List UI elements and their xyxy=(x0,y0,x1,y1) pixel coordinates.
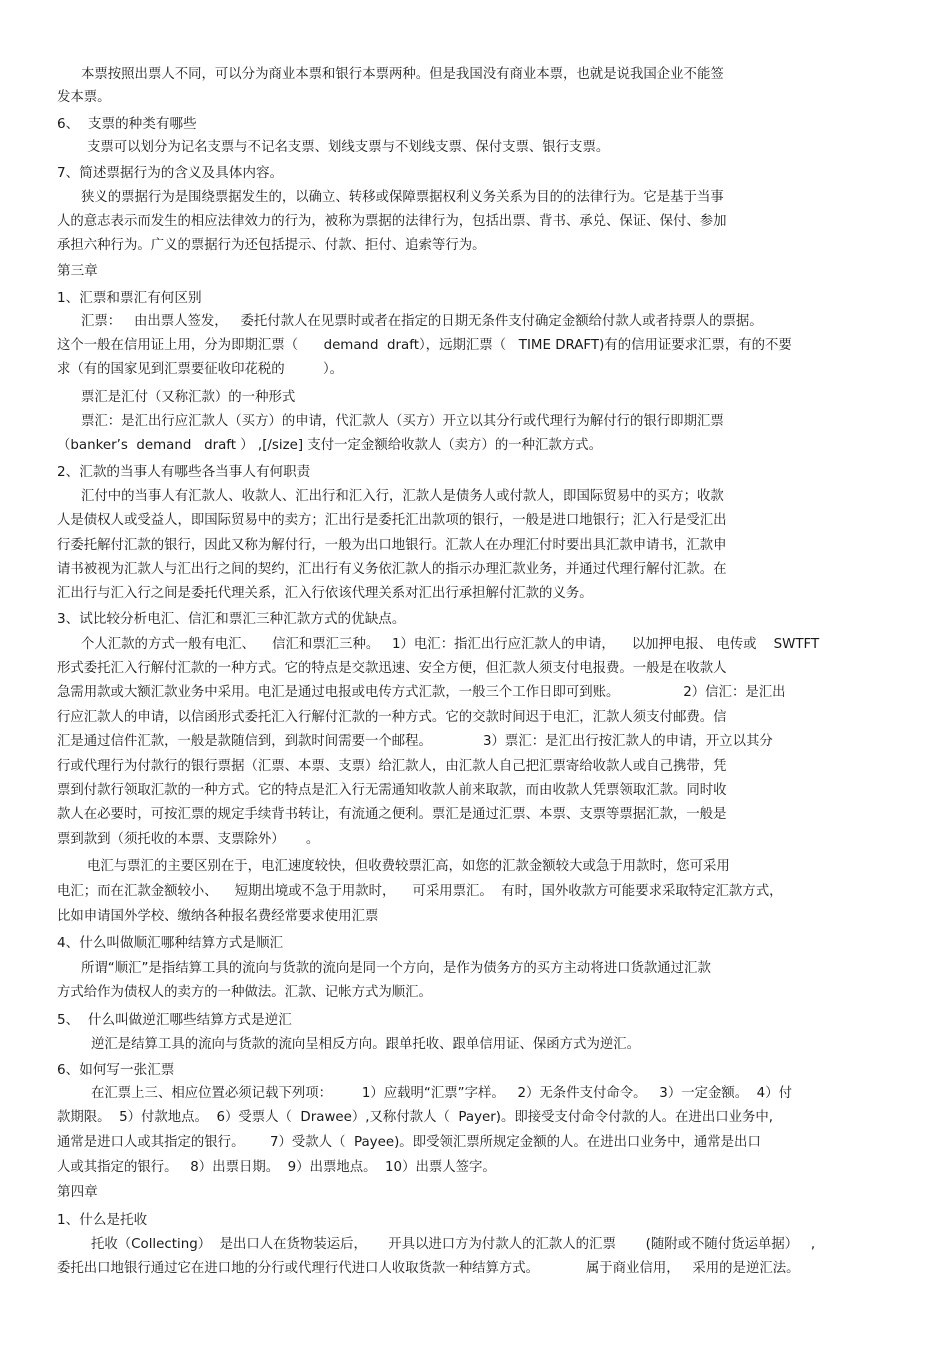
text-line: 汇是通过信件汇款，一般是款随信到，到款时间需要一个邮程。 3）票汇：是汇出行按汇款人的申请，开立以其分 xyxy=(57,734,773,749)
text-line: 票到款到（须托收的本票、支票除外） 。 xyxy=(57,832,320,847)
text-line: 发本票。 xyxy=(57,90,111,105)
text-line: 通常是进口人或其指定的银行。 7）受款人（ Payee)。即受领汇票所规定金额的人。在进出口业务中，通常是出口 xyxy=(57,1135,761,1150)
question-heading: 6、 支票的种类有哪些 xyxy=(57,116,197,132)
text-line: 形式委托汇入行解付汇款的一种方式。它的特点是交款迅速、安全方便，但汇款人须支付电报费。一般是在收款人 xyxy=(57,661,727,676)
text-line: 人的意志表示而发生的相应法律效力的行为，被称为票据的法律行为，包括出票、背书、承兑、保证、保付、参加 xyxy=(57,214,727,229)
text-line: 款人在必要时，可按汇票的规定手续背书转让，有流通之便利。票汇是通过汇票、本票、支票等票据汇款，一般是 xyxy=(57,807,727,822)
text-line: 方式给作为债权人的卖方的一种做法。汇款、记帐方式为顺汇。 xyxy=(57,985,432,1000)
text-line: 行或代理行为付款行的银行票据（汇票、本票、支票）给汇款人，由汇款人自己把汇票寄给收款人或自己携带，凭 xyxy=(57,759,727,774)
text-line: 求（有的国家见到汇票要征收印花税的 ）。 xyxy=(57,362,344,377)
text-line: 狭义的票据行为是围绕票据发生的，以确立、转移或保障票据权利义务关系为目的的法律行为。它是基于当事 xyxy=(81,190,724,205)
question-heading: 3、试比较分析电汇、信汇和票汇三种汇款方式的优缺点。 xyxy=(57,611,406,627)
text-line: 行委托解付汇款的银行，因此又称为解付行，一般为出口地银行。汇款人在办理汇付时要出具汇款申请书，汇款申 xyxy=(57,538,727,553)
question-heading: 6、如何写一张汇票 xyxy=(57,1062,175,1078)
text-line: 这个一般在信用证上用，分为即期汇票（ demand draft），远期汇票（ TIME DRAFT)有的信用证要求汇票，有的不要 xyxy=(57,338,792,353)
text-line: 比如申请国外学校、缴纳各种报名费经常要求使用汇票 xyxy=(57,909,379,924)
text-line: 票汇：是汇出行应汇款人（买方）的申请，代汇款人（买方）开立以其分行或代理行为解付行的银行即期汇票 xyxy=(81,414,724,429)
text-line: 委托出口地银行通过它在进口地的分行或代理行代进口人收取货款一种结算方式。 属于商业信用， 采用的是逆汇法。 xyxy=(57,1261,800,1276)
text-line: 电汇与票汇的主要区别在于，电汇速度较快，但收费较票汇高，如您的汇款金额较大或急于用款时，您可采用 xyxy=(87,859,730,874)
text-line: 在汇票上三、相应位置必须记载下列项： 1）应载明“汇票”字样。 2）无条件支付命令。 3）一定金额。 4）付 xyxy=(91,1086,792,1101)
question-heading: 1、什么是托收 xyxy=(57,1212,148,1228)
question-heading: 4、什么叫做顺汇哪种结算方式是顺汇 xyxy=(57,935,284,951)
question-heading: 2、汇款的当事人有哪些各当事人有何职责 xyxy=(57,464,311,480)
text-line: 请书被视为汇款人与汇出行之间的契约，汇出行有义务依汇款人的指示办理汇款业务，并通过代理行解付汇款。在 xyxy=(57,562,727,577)
text-line: 承担六种行为。广义的票据行为还包括提示、付款、拒付、追索等行为。 xyxy=(57,238,486,253)
text-line: 支票可以划分为记名支票与不记名支票、划线支票与不划线支票、保付支票、银行支票。 xyxy=(87,140,610,155)
text-line: 汇票： 由出票人签发， 委托付款人在见票时或者在指定的日期无条件支付确定金额给付款人或者持票人的票据。 xyxy=(81,314,763,329)
text-line: 票汇是汇付（又称汇款）的一种形式 xyxy=(81,390,296,405)
text-line: 汇出行与汇入行之间是委托代理关系，汇入行依该代理关系对汇出行承担解付汇款的义务。 xyxy=(57,586,593,601)
question-heading: 1、汇票和票汇有何区别 xyxy=(57,290,202,306)
text-line: 本票按照出票人不同，可以分为商业本票和银行本票两种。但是我国没有商业本票，也就是说我国企业不能签 xyxy=(81,67,724,82)
question-heading: 5、 什么叫做逆汇哪些结算方式是逆汇 xyxy=(57,1012,292,1028)
text-line: 人是债权人或受益人，即国际贸易中的卖方；汇出行是委托汇出款项的银行，一般是进口地银行；汇入行是受汇出 xyxy=(57,513,727,528)
chapter-heading: 第三章 xyxy=(57,263,98,279)
text-line: 逆汇是结算工具的流向与货款的流向呈相反方向。跟单托收、跟单信用证、保函方式为逆汇。 xyxy=(91,1037,641,1052)
question-heading: 7、简述票据行为的含义及具体内容。 xyxy=(57,165,284,181)
text-line: 款期限。 5）付款地点。 6）受票人（ Drawee）,又称付款人（ Payer)。即接受支付命令付款的人。在进出口业务中, xyxy=(57,1110,774,1125)
chapter-heading: 第四章 xyxy=(57,1184,98,1200)
text-line: 电汇；而在汇款金额较小、 短期出境或不急于用款时， 可采用票汇。 有时，国外收款方可能要求采取特定汇款方式， xyxy=(57,884,783,899)
text-line: 个人汇款的方式一般有电汇、 信汇和票汇三种。 1）电汇：指汇出行应汇款人的申请， 以加押电报、 电传或 SWTFT xyxy=(81,637,820,652)
text-line: （banker’s demand draft ） ,[/size] 支付一定金额给收款人（卖方）的一种汇款方式。 xyxy=(57,438,602,453)
text-line: 行应汇款人的申请，以信函形式委托汇入行解付汇款的一种方式。它的交款时间迟于电汇，汇款人须支付邮费。信 xyxy=(57,710,727,725)
text-line: 汇付中的当事人有汇款人、收款人、汇出行和汇入行，汇款人是债务人或付款人，即国际贸易中的买方；收款 xyxy=(81,489,724,504)
text-line: 托收（Collecting） 是出口人在货物装运后， 开具以进口方为付款人的汇款人的汇票 (随附或不随付货运单据） , xyxy=(91,1237,816,1252)
text-line: 急需用款或大额汇款业务中采用。电汇是通过电报或电传方式汇款，一般三个工作日即可到账。 2）信汇：是汇出 xyxy=(57,685,786,700)
text-line: 所谓“顺汇”是指结算工具的流向与货款的流向是同一个方向，是作为债务方的买方主动将进口货款通过汇款 xyxy=(81,961,711,976)
text-line: 人或其指定的银行。 8）出票日期。 9）出票地点。 10）出票人签字。 xyxy=(57,1160,496,1175)
text-line: 票到付款行领取汇款的一种方式。它的特点是汇入行无需通知收款人前来取款，而由收款人凭票领取汇款。同时收 xyxy=(57,783,727,798)
